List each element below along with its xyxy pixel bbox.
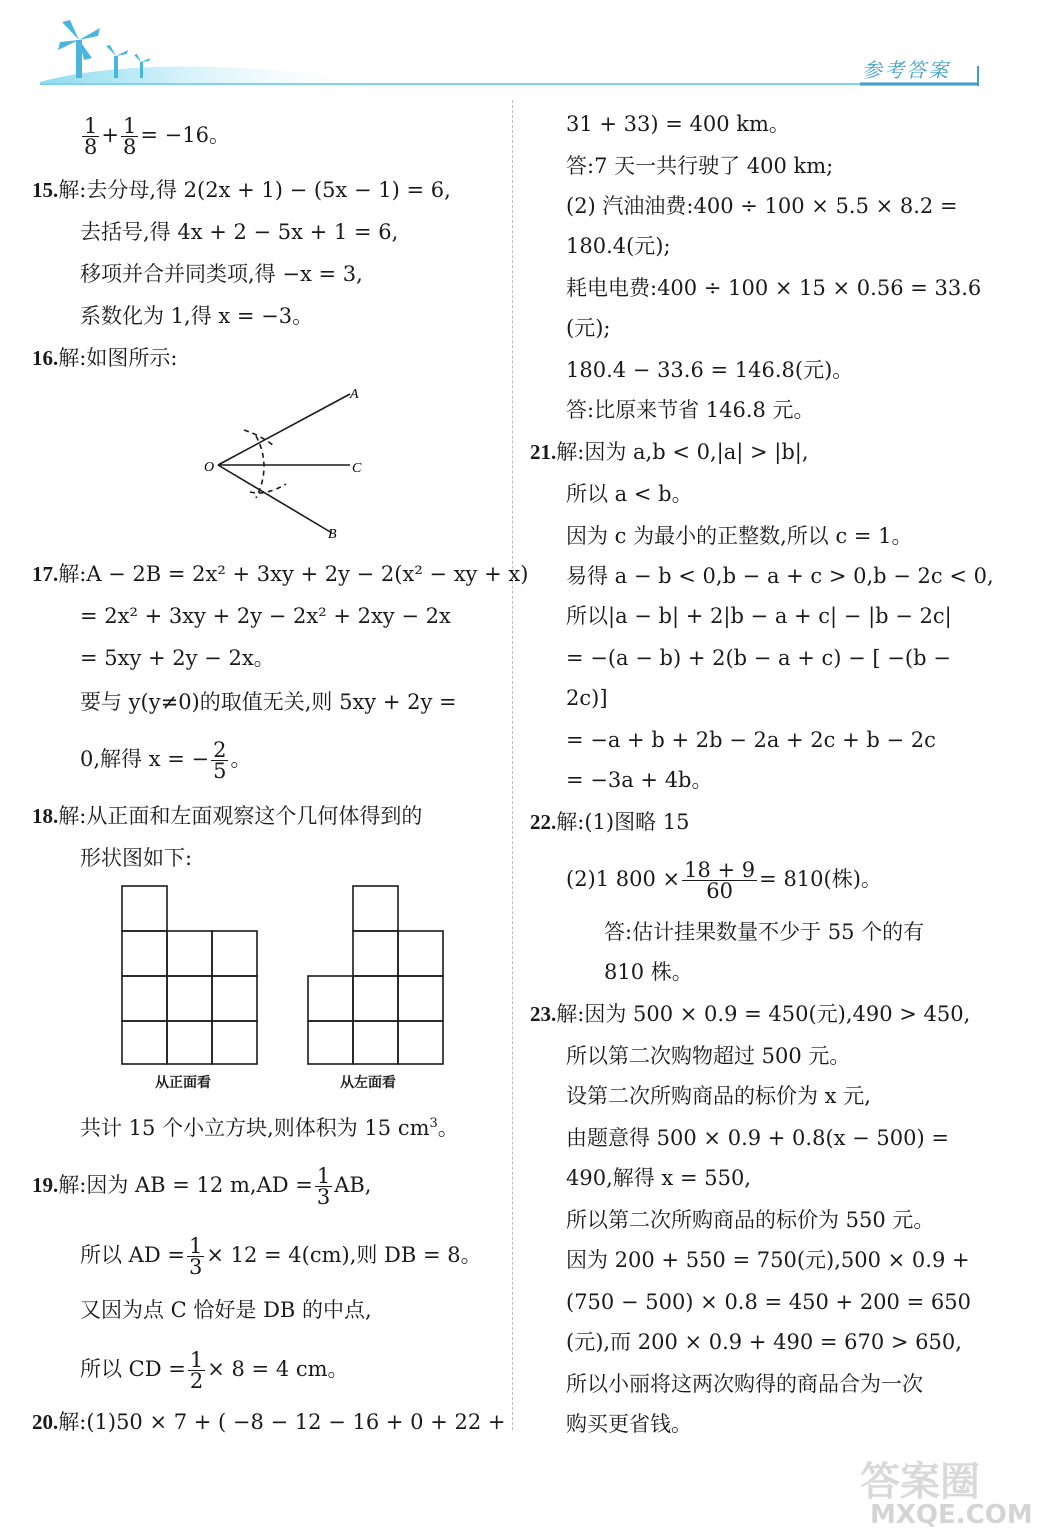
r6: (元); (566, 316, 611, 340)
q18-l1: 18.解:从正面和左面观察这个几何体得到的 (32, 804, 423, 828)
q21-l3: 因为 c 为最小的正整数,所以 c = 1。 (566, 524, 913, 548)
q17-l1: 17.解:A − 2B = 2x² + 3xy + 2y − 2(x² − xy + x) (32, 562, 529, 586)
label-c: C (352, 461, 362, 476)
q21-l9: = −3a + 4b。 (566, 768, 713, 792)
q23-l6: 所以第二次所购商品的标价为 550 元。 (566, 1208, 935, 1232)
front-view-grid (120, 884, 260, 1066)
q22-l4: 810 株。 (604, 960, 693, 984)
caption-front-view: 从正面看 (155, 1075, 211, 1091)
q19-l2: 所以 AD = $\frac{1}{3}$ × 12 = 4(cm),则 DB = 8。 (80, 1234, 482, 1279)
q22-l2: (2)1 800 × $\frac{18 + 9}{60}$ = 810(株)。 (566, 858, 882, 903)
q21-l5: 所以|a − b| + 2|b − a + c| − |b − 2c| (566, 604, 952, 628)
q21-l1: 21.解:因为 a,b < 0,|a| > |b|, (530, 440, 809, 464)
column-divider (512, 100, 513, 1430)
q23-l9: (元),而 200 × 0.9 + 490 = 670 > 650, (566, 1330, 962, 1354)
angle-bisector-diagram (190, 380, 390, 545)
q17-l5: 0,解得 x = − $\frac{2}{5}$ 。 (80, 738, 252, 783)
q17-l4: 要与 y(y≠0)的取值无关,则 5xy + 2y = (80, 690, 457, 714)
q23-l1: 23.解:因为 500 × 0.9 = 450(元),490 > 450, (530, 1002, 971, 1026)
r4: 180.4(元); (566, 234, 671, 258)
q23-l4: 由题意得 500 × 0.9 + 0.8(x − 500) = (566, 1126, 949, 1150)
q21-l2: 所以 a < b。 (566, 482, 693, 506)
q15-l3: 移项并合并同类项,得 −x = 3, (80, 262, 363, 286)
q15-l4: 系数化为 1,得 x = −3。 (80, 304, 314, 328)
q22-l3: 答:估计挂果数量不少于 55 个的有 (604, 920, 925, 944)
q21-l4: 易得 a − b < 0,b − a + c > 0,b − 2c < 0, (566, 564, 994, 588)
q23-l10: 所以小丽将这两次购得的商品合为一次 (566, 1372, 923, 1396)
q21-l8: = −a + b + 2b − 2a + 2c + b − 2c (566, 728, 936, 752)
page-header (0, 0, 1050, 100)
caption-left-view: 从左面看 (340, 1075, 396, 1091)
q15-l1: 15.解:去分母,得 2(2x + 1) − (5x − 1) = 6, (32, 178, 451, 202)
line-l0: $\frac{1}{8}$ + $\frac{1}{8}$ = −16。 (84, 114, 230, 159)
q21-l7: 2c)] (566, 686, 608, 710)
q17-l2: = 2x² + 3xy + 2y − 2x² + 2xy − 2x (80, 604, 451, 628)
label-a: A (350, 387, 359, 402)
watermark-url: MXQE.COM (870, 1500, 1033, 1530)
q23-l7: 因为 200 + 550 = 750(元),500 × 0.9 + (566, 1248, 970, 1272)
left-view-grid (306, 884, 446, 1066)
q22-l1: 22.解:(1)图略 15 (530, 810, 690, 834)
q23-l8: (750 − 500) × 0.8 = 450 + 200 = 650 (566, 1290, 971, 1314)
q23-l5: 490,解得 x = 550, (566, 1166, 751, 1190)
r7: 180.4 − 33.6 = 146.8(元)。 (566, 358, 854, 382)
r8: 答:比原来节省 146.8 元。 (566, 398, 815, 422)
q19-l3: 又因为点 C 恰好是 DB 的中点, (80, 1298, 372, 1322)
label-o: O (204, 460, 215, 475)
q18-l3: 共计 15 个小立方块,则体积为 15 $cm^3$。 (80, 1116, 459, 1140)
watermark-logo: 答案圈 (860, 1459, 980, 1505)
r2: 答:7 天一共行驶了 400 km; (566, 154, 834, 178)
r3: (2) 汽油油费:400 ÷ 100 × 5.5 × 8.2 = (566, 194, 958, 218)
q23-l11: 购买更省钱。 (566, 1412, 692, 1436)
q23-l3: 设第二次所购商品的标价为 x 元, (566, 1084, 871, 1108)
label-b: B (328, 527, 337, 542)
q21-l6: = −(a − b) + 2(b − a + c) − [ −(b − (566, 646, 951, 670)
q18-l2: 形状图如下: (80, 846, 193, 870)
q15-l2: 去括号,得 4x + 2 − 5x + 1 = 6, (80, 220, 399, 244)
q23-l2: 所以第二次购物超过 500 元。 (566, 1044, 851, 1068)
r5: 耗电电费:400 ÷ 100 × 15 × 0.56 = 33.6 (566, 276, 982, 300)
section-title: 参考答案 (862, 58, 950, 82)
r1: 31 + 33) = 400 km。 (566, 112, 790, 136)
q20-l1: 20.解:(1)50 × 7 + ( −8 − 12 − 16 + 0 + 22 + (32, 1410, 506, 1434)
q19-l1: 19.解:因为 AB = 12 m,AD = $\frac{1}{3}$ AB, (32, 1164, 372, 1209)
q16-l1: 16.解:如图所示: (32, 346, 178, 370)
q17-l3: = 5xy + 2y − 2x。 (80, 646, 275, 670)
q19-l4: 所以 CD = $\frac{1}{2}$ × 8 = 4 cm。 (80, 1348, 349, 1393)
